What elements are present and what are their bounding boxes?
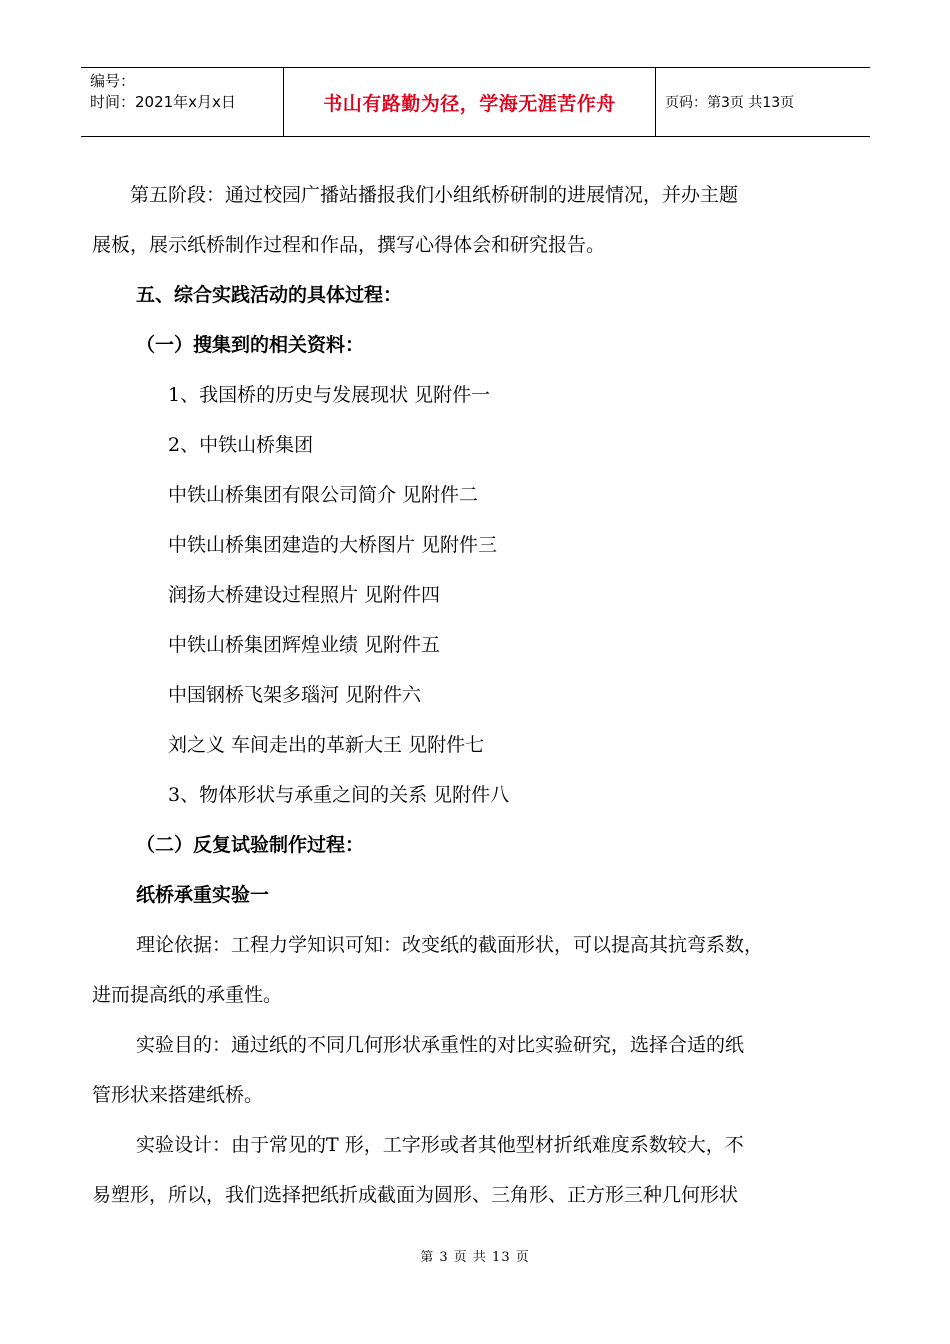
paragraph-line: 实验目的：通过纸的不同几何形状承重性的对比实验研究，选择合适的纸 xyxy=(136,1034,745,1056)
paragraph-line: 纸桥承重实验一 xyxy=(136,884,270,906)
page-footer: 第 3 页 共 13 页 xyxy=(420,1250,530,1265)
paragraph-line: 中铁山桥集团建造的大桥图片 见附件三 xyxy=(168,534,498,556)
header-meta xyxy=(81,68,284,136)
document-body xyxy=(92,170,867,1220)
header-motto: 书山有路勤为径，学海无涯苦作舟 xyxy=(284,68,656,136)
paragraph-line: 中铁山桥集团有限公司简介 见附件二 xyxy=(168,484,479,506)
header-number: 编号： xyxy=(90,72,136,90)
paragraph-line: 五、综合实践活动的具体过程： xyxy=(136,284,403,306)
paragraph-line: 易塑形，所以，我们选择把纸折成截面为圆形、三角形、正方形三种几何形状 xyxy=(92,1184,739,1206)
paragraph-line: 1、我国桥的历史与发展现状 见附件一 xyxy=(168,384,491,406)
paragraph-line: （一）搜集到的相关资料： xyxy=(136,334,365,356)
paragraph-line: 进而提高纸的承重性。 xyxy=(92,984,283,1006)
paragraph-line: 理论依据：工程力学知识可知：改变纸的截面形状，可以提高其抗弯系数， xyxy=(136,934,764,956)
paragraph-line: 2、中铁山桥集团 xyxy=(168,434,314,456)
paragraph-line: 中铁山桥集团辉煌业绩 见附件五 xyxy=(168,634,441,656)
paragraph-line: 3、物体形状与承重之间的关系 见附件八 xyxy=(168,784,510,806)
paragraph-line: （二）反复试验制作过程： xyxy=(136,834,365,856)
paragraph-line: 展板，展示纸桥制作过程和作品，撰写心得体会和研究报告。 xyxy=(92,234,606,256)
paragraph-line: 第五阶段：通过校园广播站播报我们小组纸桥研制的进展情况，并办主题 xyxy=(130,184,739,206)
paragraph-line: 中国钢桥飞架多瑙河 见附件六 xyxy=(168,684,422,706)
paragraph-line: 刘之义 车间走出的革新大王 见附件七 xyxy=(168,734,485,756)
header-time: 时间：2021年x月x日 xyxy=(90,93,236,111)
paragraph-line: 润扬大桥建设过程照片 见附件四 xyxy=(168,584,441,606)
paragraph-line: 实验设计：由于常见的T 形，工字形或者其他型材折纸难度系数较大，不 xyxy=(136,1134,744,1156)
paragraph-line: 管形状来搭建纸桥。 xyxy=(92,1084,264,1106)
page-header xyxy=(81,67,870,137)
header-page-info: 页码：第3页 共13页 xyxy=(665,95,795,111)
